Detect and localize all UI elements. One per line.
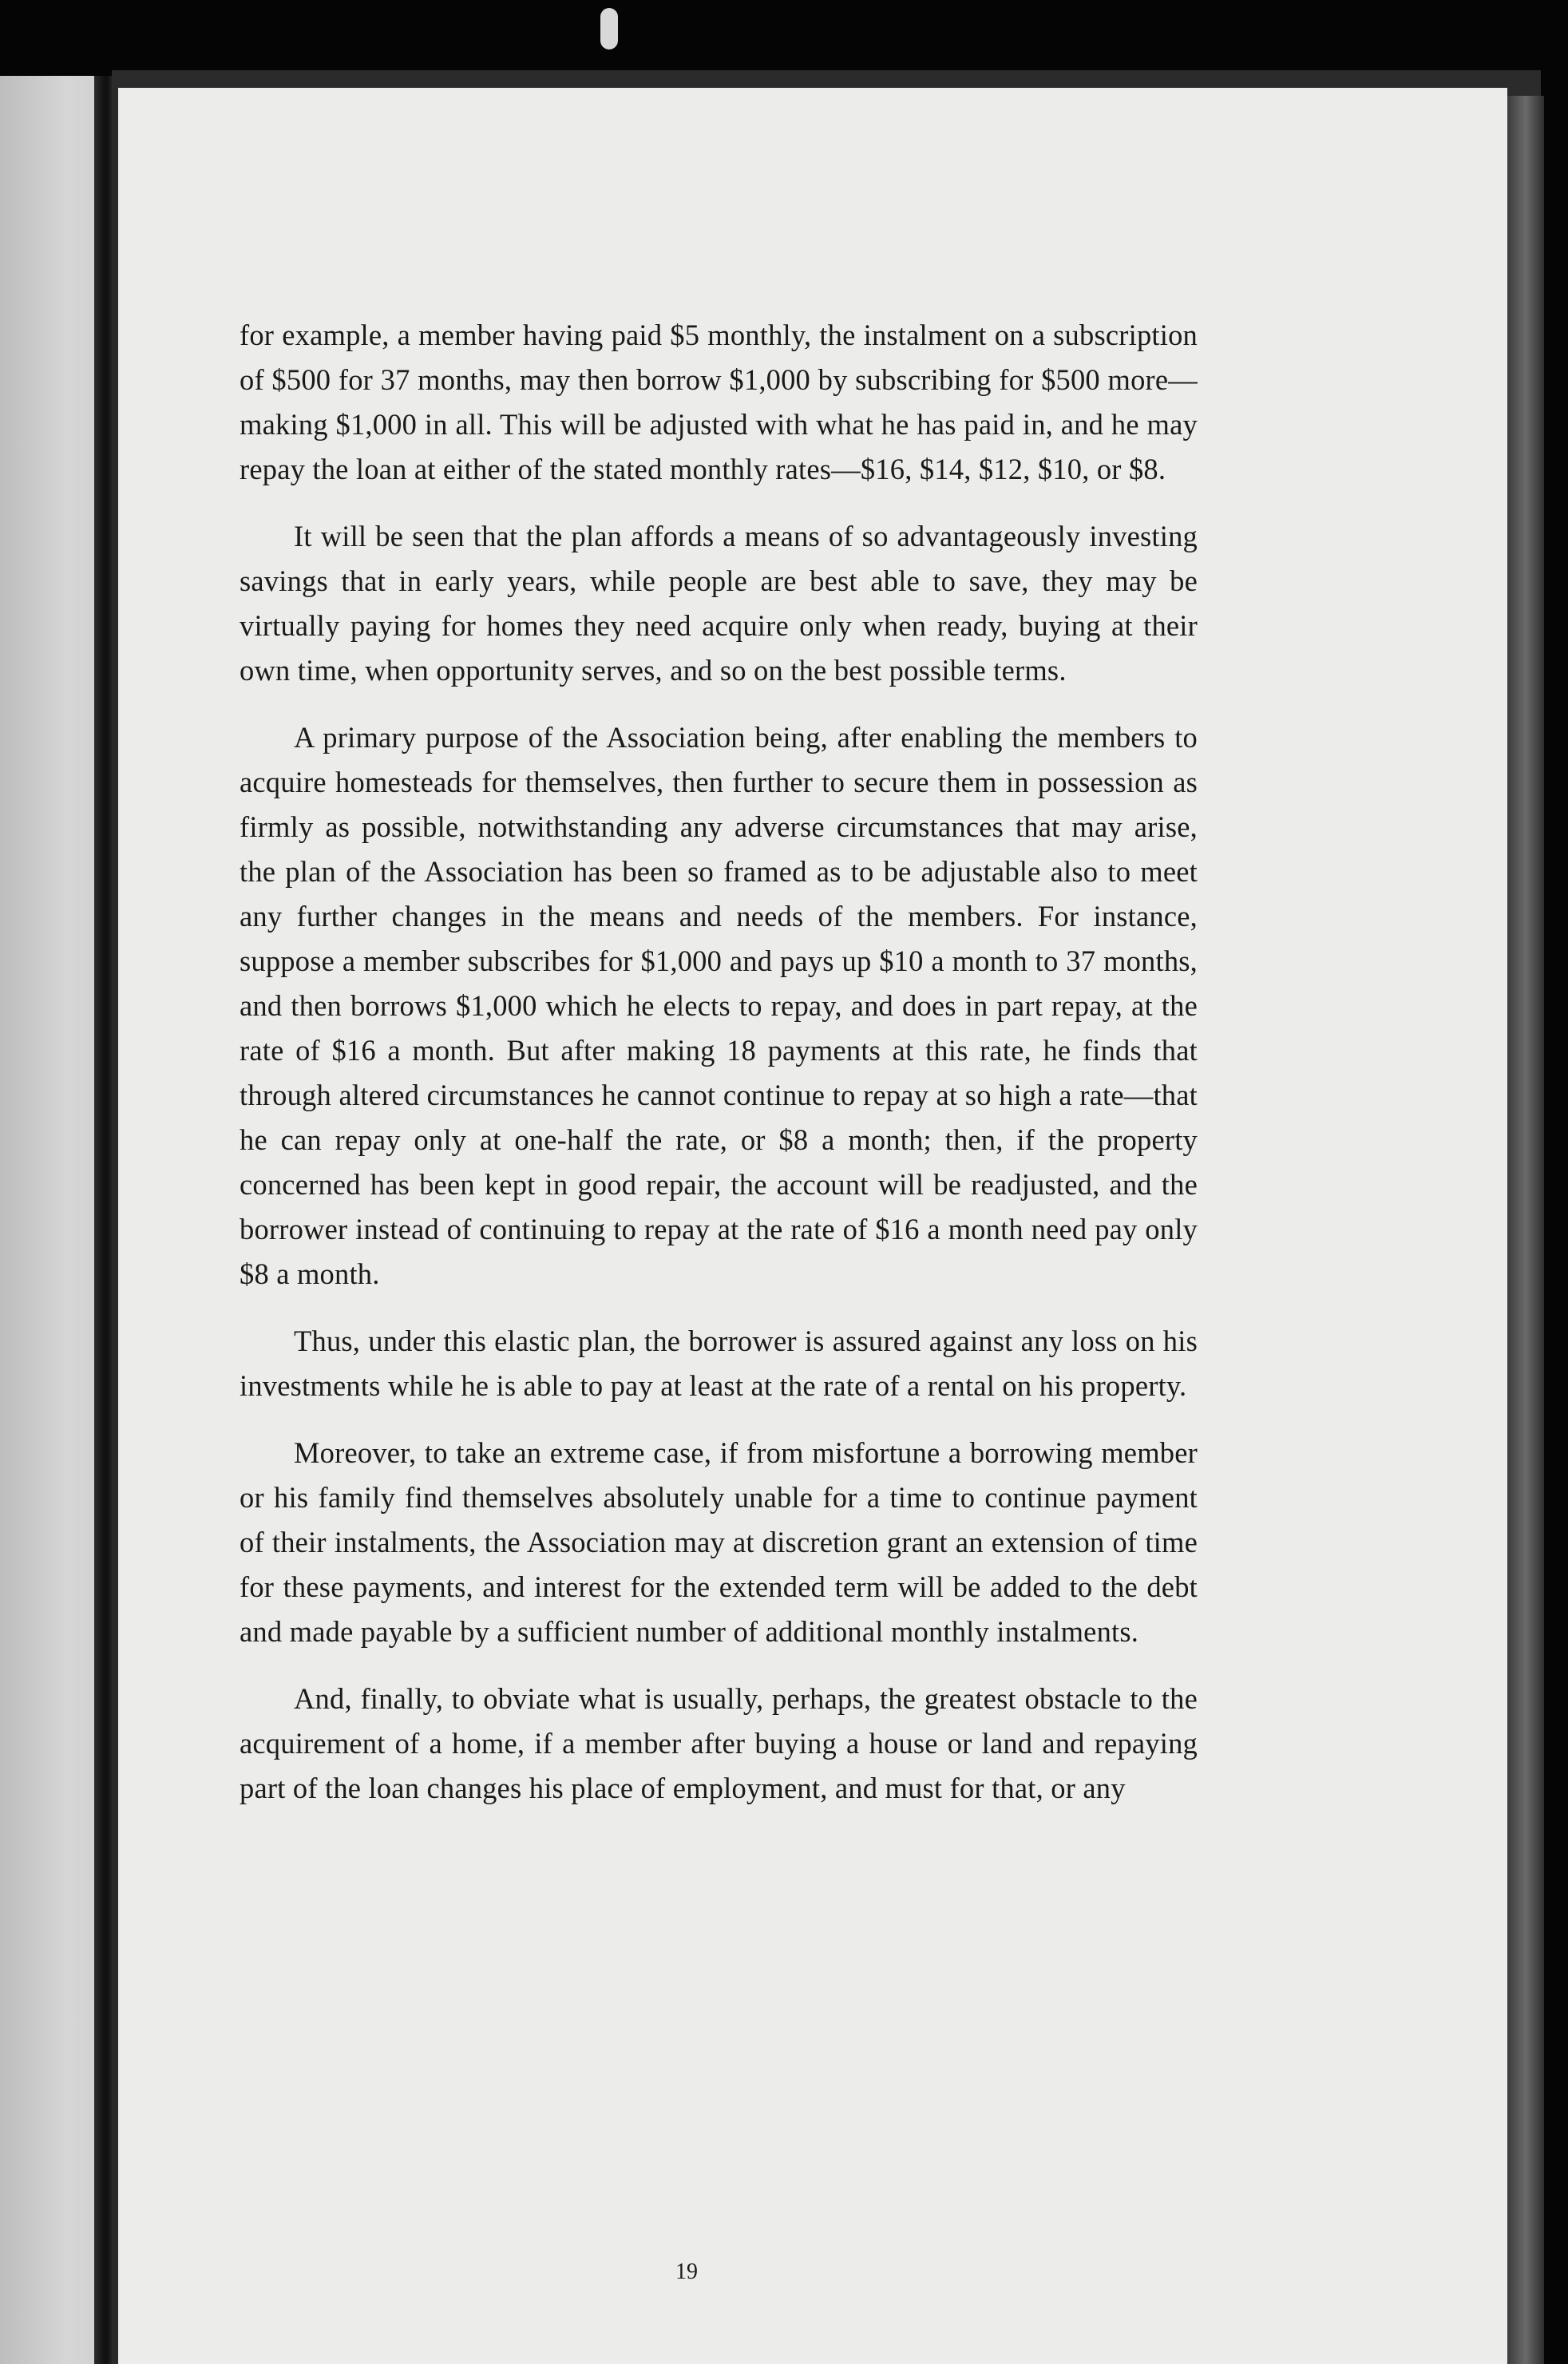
paragraph-continued: for example, a member having paid $5 monthly, the instalment on a subscription of $500 for 37 months, may then borrow $1,000 by subscribing for $500 more—making $1,000 in all. This will be adjusted with what he has paid in, and he may repay the loan at either of the stated monthly rates—$16, $14, $12, $10, or $8.	[240, 319, 1198, 485]
paragraph: Moreover, to take an extreme case, if from misfortune a borrowing member or his family find themselves absolutely unable for a time to continue payment of their instalments, the Association may at discretion grant an extension of time for these payments, and interest for the extended term will be added to the debt and made payable by a sufficient number of additional monthly instalments.	[240, 1436, 1198, 1648]
right-page-edge	[1507, 96, 1544, 2364]
paragraph: A primary purpose of the Association being, after enabling the members to acquire homesteads for themselves, then further to secure them in possession as firmly as possible, notwithstanding any adverse circumstances that may arise, the plan of the Association has been so framed as to be adjustable also to meet any further changes in the means and needs of the members. For instance, suppose a member subscribes for $1,000 and pays up $10 a month to 37 months, and then borrows $1,000 which he elects to repay, and does in part repay, at the rate of $16 a month. But after making 18 payments at this rate, he finds that through altered circumstances he cannot continue to repay at so high a rate—that he can repay only at one-half the rate, or $8 a month; then, if the property concerned has been kept in good repair, the account will be readjusted, and the borrower instead of continuing to repay at the rate of $16 a month need pay only $8 a month.	[240, 721, 1198, 1290]
paragraph: And, finally, to obviate what is usually, perhaps, the greatest obstacle to the acquirement of a home, if a member after buying a house or land and repaying part of the loan changes his place of employment, and must for that, or any	[240, 1682, 1198, 1804]
paragraph: It will be seen that the plan affords a means of so advantageously investing savings that in early years, while people are best able to save, they may be virtually paying for homes they need acquire only when ready, buying at their own time, when opportunity serves, and so on the best possible terms.	[240, 520, 1198, 687]
page-number: 19	[675, 2259, 698, 2284]
scan-artifact	[600, 8, 618, 49]
page-body	[240, 313, 1198, 1811]
paragraph: Thus, under this elastic plan, the borrower is assured against any loss on his investments while he is able to pay at least at the rate of a rental on his property.	[240, 1325, 1198, 1402]
